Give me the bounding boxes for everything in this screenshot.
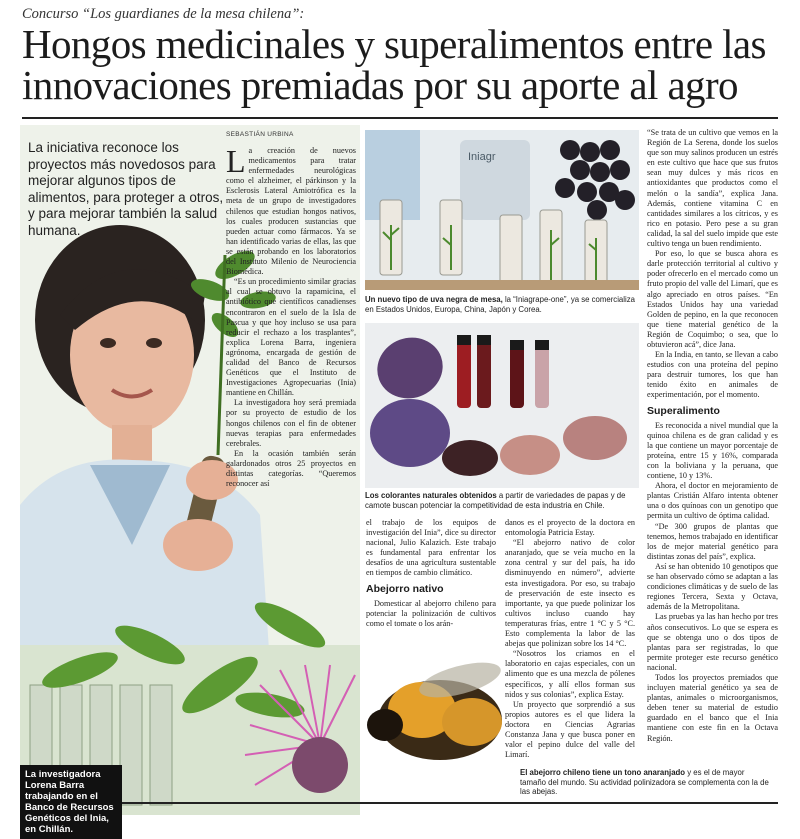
byline: SEBASTIÁN URBINA	[226, 131, 294, 138]
paragraph: Domesticar al abejorro chileno para potenciar la polinización de cultivos como el tomate o los arán-	[366, 598, 496, 628]
paragraph: “El abejorro nativo de color anaranjado, que se veía mucho en la zona central y sur del país, ha ido disminuyendo en número”, advierte esta investigadora. Por eso, su trabajo de preservación de este insecto es importante, ya que puede polinizar los cultivos incluso cuando hay temperaturas frías, entre 1 °C y 5 °C. Esto complementa la labor de las abejas que polinizan sobre los 14 °C.	[505, 538, 635, 649]
grapes-illustration	[365, 130, 639, 290]
bumblebee-illustration	[360, 640, 520, 790]
paragraph: el trabajo de los equipos de investigación del Inia”, dice su director nacional, Julio Kalazich. Este trabajo es fundamental para enfrentar los desafíos de una agricultura sustentable en tiempos de cambio climático.	[366, 518, 496, 578]
colorants-caption	[365, 491, 639, 510]
article-column-2	[366, 518, 496, 629]
bottom-rule	[22, 802, 778, 804]
caption-text: a partir de variedades de papas y de camote buscan potenciar la competitividad de esta industria en Chile.	[365, 491, 626, 510]
grapes-caption	[365, 295, 639, 314]
subhead-superalimento: Superalimento	[647, 404, 720, 417]
kicker: Concurso “Los guardianes de la mesa chilena”:	[22, 6, 305, 22]
caption-bold: Un nuevo tipo de uva negra de mesa,	[365, 295, 503, 304]
paragraph: Así se han obtenido 10 genotipos que se han observado cómo se adaptan a las condiciones climáticas y de suelo de las regiones Tercera, Sexta y Octava, además de la Metropolitana.	[647, 561, 778, 612]
colorants-illustration	[365, 323, 639, 488]
caption-text: la “Iniagrape-one”, ya se comercializa en Estados Unidos, Europa, China, Japón y Corea.	[365, 295, 635, 314]
caption-text: y es el de mayor tamaño del mundo. Su actividad polinizadora se complementa con la de las abejas.	[520, 768, 769, 796]
paragraph	[226, 143, 356, 277]
colorants-photo	[365, 323, 639, 488]
article-column-4	[647, 128, 778, 744]
bumblebee-caption	[520, 768, 770, 797]
paragraph: Ahora, el doctor en mejoramiento de plantas Cristián Alfaro intenta obtener una o dos quínoas con un genotipo que permita un cultivo de óptima calidad.	[647, 481, 778, 521]
lead-paragraph: La iniciativa reconoce los proyectos más novedosos para mejorar algunos tipos de alimentos, para proteger a otros, y para mejorar también la salud humana.	[28, 140, 224, 238]
photo-caption: La investigadora Lorena Barra trabajando en el Banco de Recursos Genéticos del Inia, en Chillán.	[20, 765, 122, 839]
top-rule	[22, 117, 778, 119]
jar-label: Iniagr	[468, 151, 496, 163]
grapes-photo	[365, 130, 639, 290]
paragraph: Un proyecto que sorprendió a sus propios autores es el que lidera la doctora en Ciencias Agrarias Constanza Jana y que busca poner en valor el pepino dulce del valle del Limarí.	[505, 699, 635, 760]
paragraph-text: a creación de nuevos medicamentos para tratar enfermedades neurológicas como el alzheimer, el párkinson y la Esclerosis Lateral Amiotrófica es la meta de un grupo de investigadores chilenos que estudian hongos nativos, los cuales producen sustancias que pueden actuar como fármacos. Ya se han identificado varias de ellas, las que se están probando en los laboratorios del Instituto Milenio de Neurociencia Biomédica.	[226, 146, 356, 277]
paragraph: “Se trata de un cultivo que vemos en la Región de La Serena, donde los suelos que son muy salinos producen un estrés en este cultivo que hace que sus frutos sean muy dulces y más ricos en antioxidantes que productos como el melón o la sandía”, explica Jana. Además, contiene vitamina C en cantidades similares a los cítricos, y es rico en potasio. Pero pese a su gran calidad, la sal del suelo impide que este cultivo tenga un buen rendimiento.	[647, 128, 778, 249]
headline: Hongos medicinales y superalimentos entre las innovaciones premiadas por su aporte al agro	[22, 21, 766, 108]
paragraph: “Nosotros los criamos en el laboratorio en cajas especiales, con un alimento que es una mezcla de pólenes específicos, y allí ellos forman sus nidos y sus colonias”, explica Estay.	[505, 649, 635, 699]
article-column-3	[505, 518, 635, 760]
caption-bold: El abejorro chileno tiene un tono anaranjado	[520, 768, 686, 777]
paragraph: danos es el proyecto de la doctora en entomología Patricia Estay.	[505, 518, 635, 538]
caption-bold: Los colorantes naturales obtenidos	[365, 491, 497, 500]
paragraph: En la ocasión también serán galardonados otros 25 proyectos en distintas categorías. “Queremos reconocer así	[226, 448, 356, 489]
paragraph: Todos los proyectos premiados que incluyen material genético ya sea de plantas, animales o microorganismos, deben tener su material de estudio guardado en el banco que el Inia mantiene con este fin en la Octava Región.	[647, 672, 778, 743]
paragraph: La investigadora hoy será premiada por su proyecto de estudio de los hongos chilenos con el fin de obtener nuevas terapias para enfermedades cerebrales.	[226, 398, 356, 448]
bumblebee-photo	[360, 640, 520, 790]
drop-cap: L	[226, 143, 246, 179]
paragraph: En la India, en tanto, se llevan a cabo estudios con una proteína del pepino para destruir tumores, los que han tenido éxito en animales de experimentación, por el momento.	[647, 350, 778, 400]
paragraph: Es reconocida a nivel mundial que la quinoa chilena es de gran calidad y es la que contiene un mayor porcentaje de proteína, entre 15 y 16%, comparada con la boliviana y la peruana, que contiene, 10 y 13%.	[647, 420, 778, 481]
paragraph: “De 300 grupos de plantas que tenemos, hemos trabajado en identificar los de mejor material genético para distintas zonas del país”, explica.	[647, 521, 778, 561]
paragraph: Las pruebas ya las han hecho por tres años consecutivos. Lo que se espera es que se obtenga uno o dos tipos de plantas para ser registradas, lo que permite proteger este recurso genético nacional.	[647, 612, 778, 672]
subhead-abejorro: Abejorro nativo	[366, 582, 444, 595]
paragraph: Por eso, lo que se busca ahora es darle protección territorial al cultivo y poder ofrecerlo en el mercado como un fruto propio del valle del Limarí, que es algo apreciado en otros países. “En Estados Unidos hay una variedad Golden de pepino, en la que reconocen que tiene material genético de la Región de Coquimbo; o sea, que lo obtuvieron acá”, dice Jana.	[647, 249, 778, 349]
article-column-1	[226, 143, 356, 489]
paragraph: “Es un procedimiento similar gracias al cual se obtuvo la rapamicina, el antibiótico que científicos canadienses encontraron en el suelo de la Isla de Pascua y que hoy incluso se usa para reducir el rechazo a los trasplantes”, explica Lorena Barra, ingeniera agrónoma, encargada de gestión de calidad del Banco de Recursos Genéticos que el Instituto de Investigaciones Agropecuarias (Inia) mantiene en Chillán.	[226, 277, 356, 398]
